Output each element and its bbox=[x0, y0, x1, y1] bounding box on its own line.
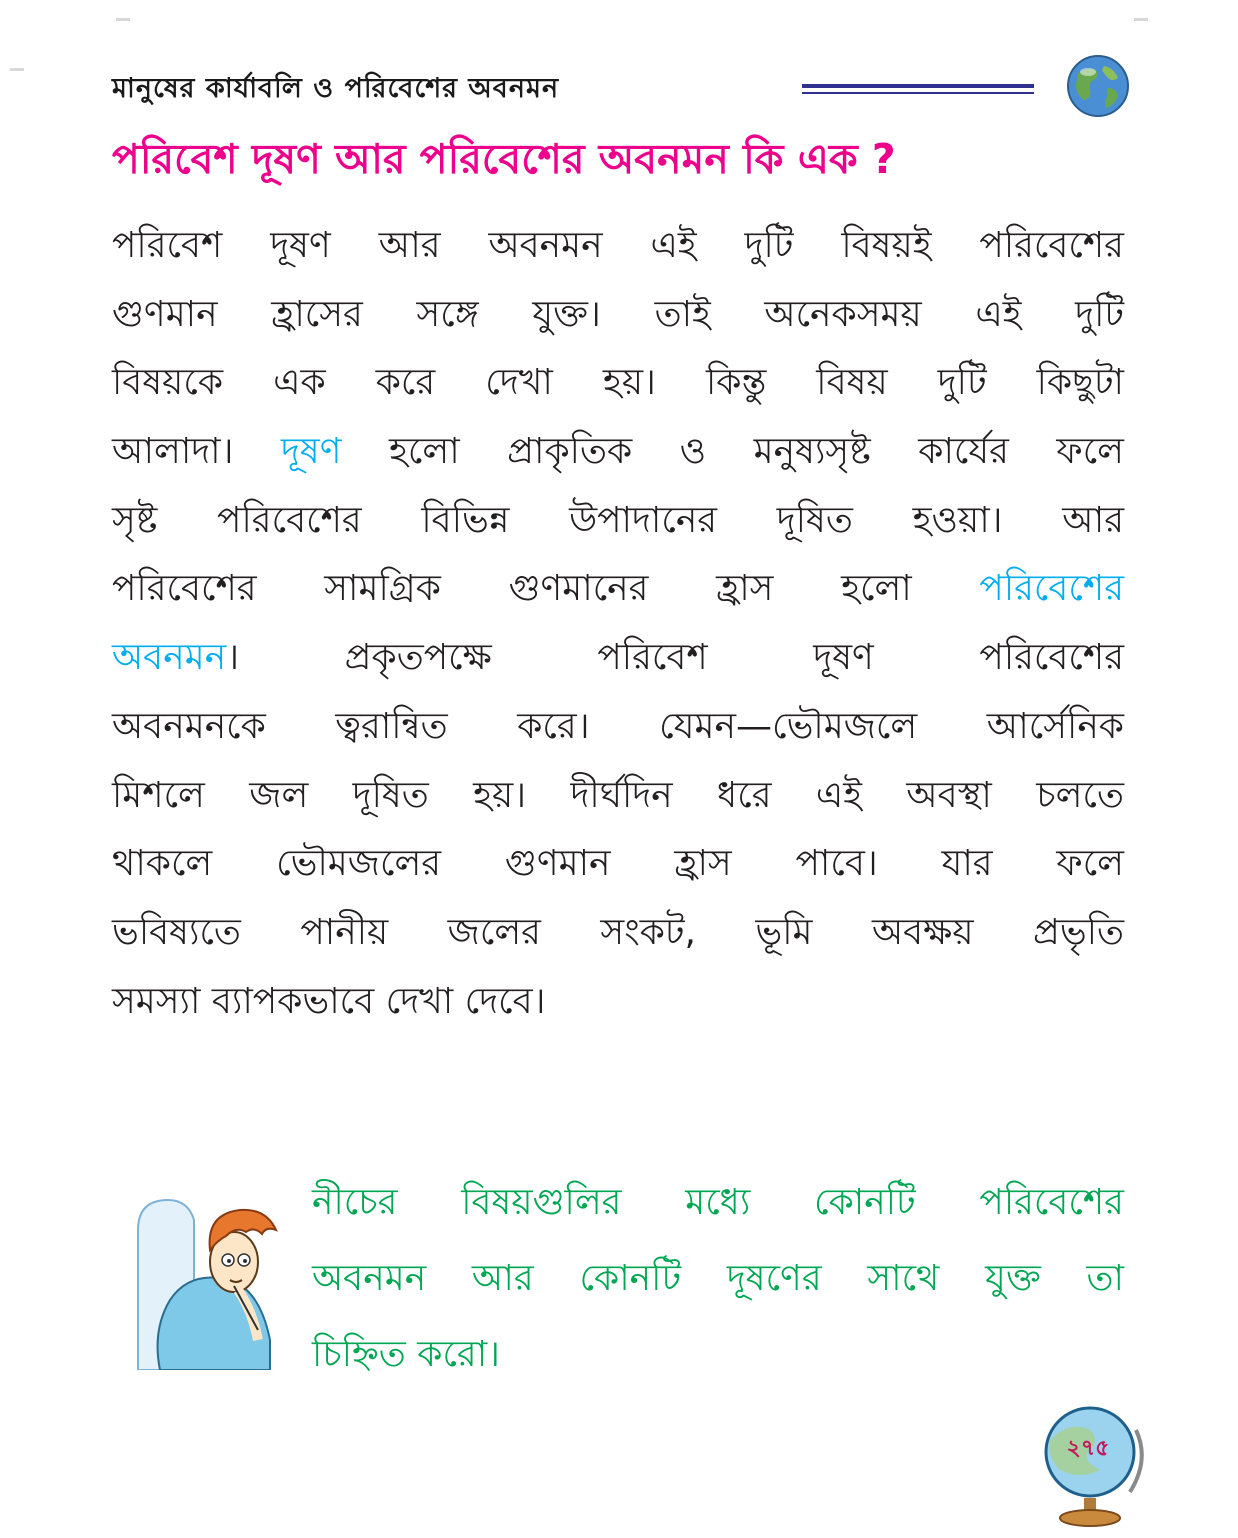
highlight-term-degradation: অবনমন bbox=[112, 637, 227, 679]
paragraph-line: সমস্যা ব্যাপকভাবে দেখা দেবে। bbox=[112, 980, 546, 1022]
highlight-term-pollution: দূষণ bbox=[280, 431, 342, 473]
paragraph-line: সৃষ্ট পরিবেশের বিভিন্ন উপাদানের দূষিত হওয়া। আর bbox=[112, 499, 1124, 541]
activity-line: নীচের বিষয়গুলির মধ্যে কোনটি পরিবেশের bbox=[312, 1182, 1124, 1223]
paragraph-line: গুণমান হ্রাসের সঙ্গে যুক্ত। তাই অনেকসময় এই দুটি bbox=[112, 293, 1124, 335]
globe-icon bbox=[1064, 52, 1132, 120]
chapter-title: মানুষের কার্যাবলি ও পরিবেশের অবনমন bbox=[112, 73, 560, 104]
activity-line: চিহ্নিত করো। bbox=[312, 1334, 501, 1375]
highlight-term-environment: পরিবেশের bbox=[979, 568, 1124, 610]
paragraph-line bbox=[112, 555, 1124, 624]
paragraph-line: থাকলে ভৌমজলের গুণমান হ্রাস পাবে। যার ফলে bbox=[112, 843, 1124, 885]
paragraph-line: বিষয়কে এক করে দেখা হয়। কিন্তু বিষয় দুটি কিছুটা bbox=[112, 362, 1124, 404]
paragraph-line bbox=[112, 418, 1124, 487]
text-run: আলাদা। bbox=[112, 431, 281, 473]
paragraph-line: ভবিষ্যতে পানীয় জলের সংকট, ভূমি অবক্ষয় প্রভৃতি bbox=[112, 911, 1124, 953]
text-run: পরিবেশের সামগ্রিক গুণমানের হ্রাস হলো bbox=[112, 568, 980, 610]
section-title: পরিবেশ দূষণ আর পরিবেশের অবনমন কি এক ? bbox=[112, 135, 896, 183]
text-run: হলো প্রাকৃতিক ও মনুষ্যসৃষ্ট কার্যের ফলে bbox=[341, 431, 1124, 473]
chapter-header bbox=[112, 62, 1132, 118]
text-run: । প্রকৃতপক্ষে পরিবেশ দূষণ পরিবেশের bbox=[226, 637, 1124, 679]
crop-mark bbox=[116, 18, 130, 21]
header-rule bbox=[802, 92, 1034, 94]
page-number: ২৭৫ bbox=[1066, 1436, 1110, 1461]
paragraph-line: মিশলে জল দূষিত হয়। দীর্ঘদিন ধরে এই অবস্থা চলতে bbox=[112, 774, 1124, 816]
activity-prompt bbox=[312, 1165, 1124, 1393]
paragraph-line bbox=[112, 624, 1124, 693]
paragraph-line: অবনমনকে ত্বরান্বিত করে। যেমন—ভৌমজলে আর্সেনিক bbox=[112, 705, 1124, 747]
crop-mark bbox=[10, 68, 24, 71]
paragraph-line: পরিবেশ দূষণ আর অবনমন এই দুটি বিষয়ই পরিবেশের bbox=[112, 225, 1124, 266]
thinking-boy-illustration bbox=[130, 1190, 298, 1370]
activity-line: অবনমন আর কোনটি দূষণের সাথে যুক্ত তা bbox=[312, 1258, 1124, 1299]
body-paragraph bbox=[112, 212, 1124, 1036]
crop-mark bbox=[1134, 18, 1148, 21]
header-rule bbox=[802, 84, 1034, 88]
